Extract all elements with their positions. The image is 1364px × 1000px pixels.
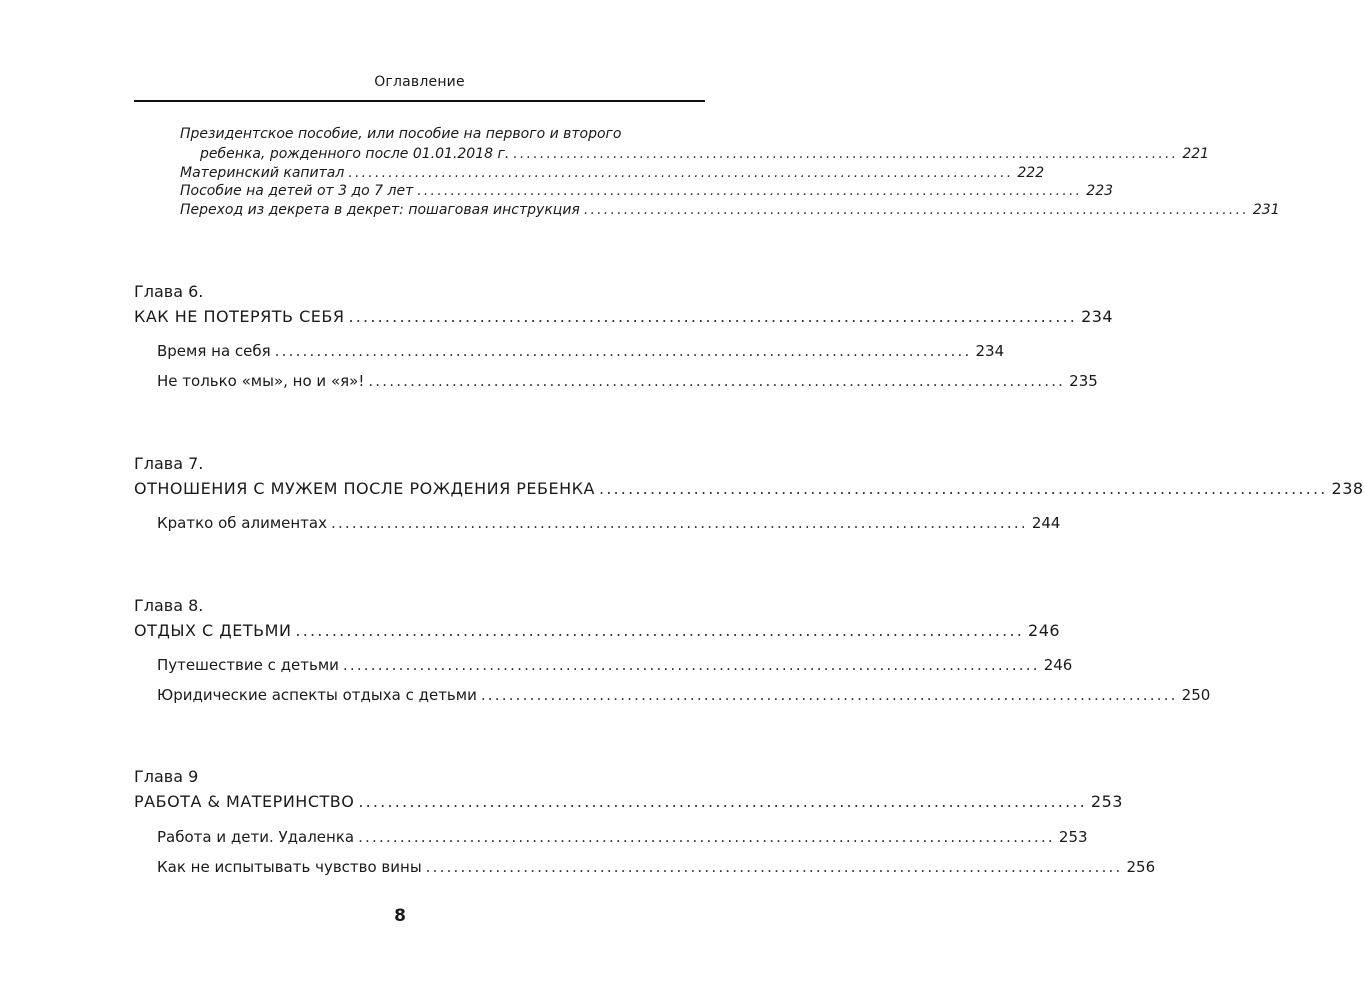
page-number: 8 xyxy=(394,906,406,926)
leader-dots: .................................................................................................... xyxy=(348,307,1078,326)
toc-entry-page: 223 xyxy=(1086,183,1114,199)
toc-entry[interactable] xyxy=(200,146,1210,162)
toc-entry[interactable] xyxy=(180,165,1045,181)
chapter-page: 234 xyxy=(1081,307,1114,326)
chapter-label: Глава 7. xyxy=(134,454,204,473)
toc-entry-title: Кратко об алиментах xyxy=(157,514,327,532)
chapter-title: КАК НЕ ПОТЕРЯТЬ СЕБЯ xyxy=(134,307,345,326)
chapter-label: Глава 9 xyxy=(134,767,199,786)
leader-dots: .................................................................................................... xyxy=(348,165,1014,181)
toc-entry-title: ребенка, рожденного после 01.01.2018 г. xyxy=(200,146,510,162)
toc-entry[interactable] xyxy=(180,202,1280,218)
chapter-title: ОТНОШЕНИЯ С МУЖЕМ ПОСЛЕ РОЖДЕНИЯ РЕБЕНКА xyxy=(134,479,595,498)
leader-dots: .................................................................................................... xyxy=(583,202,1249,218)
toc-entry-title: Как не испытывать чувство вины xyxy=(157,858,422,876)
toc-entry[interactable] xyxy=(157,686,1211,704)
toc-entry-title: Не только «мы», но и «я»! xyxy=(157,372,365,390)
chapter-entry[interactable] xyxy=(134,792,1123,811)
leader-dots: .................................................................................................... xyxy=(295,621,1025,640)
toc-entry-page: 222 xyxy=(1017,165,1045,181)
toc-entry-page: 231 xyxy=(1252,202,1280,218)
leader-dots: .................................................................................................... xyxy=(417,183,1083,199)
toc-entry-title: Путешествие с детьми xyxy=(157,656,339,674)
chapter-page: 246 xyxy=(1028,621,1061,640)
toc-entry-page: 246 xyxy=(1043,656,1073,674)
toc-entry[interactable] xyxy=(157,828,1088,846)
toc-entry-page: 221 xyxy=(1182,146,1210,162)
toc-entry-page: 244 xyxy=(1031,514,1061,532)
leader-dots: .................................................................................................... xyxy=(358,792,1087,811)
toc-entry[interactable] xyxy=(157,656,1073,674)
toc-entry[interactable] xyxy=(157,858,1156,876)
toc-entry-title: Материнский капитал xyxy=(180,165,345,181)
toc-entry-page: 250 xyxy=(1181,686,1211,704)
toc-entry-page: 235 xyxy=(1069,372,1098,390)
leader-dots: .................................................................................................... xyxy=(598,479,1328,498)
chapter-label: Глава 8. xyxy=(134,596,204,615)
leader-dots: .................................................................................................... xyxy=(358,828,1055,846)
toc-entry[interactable] xyxy=(157,342,1005,360)
toc-entry-title: Пособие на детей от 3 до 7 лет xyxy=(180,183,414,199)
leader-dots: .................................................................................................... xyxy=(480,686,1178,704)
toc-entry-page: 256 xyxy=(1126,858,1156,876)
chapter-page: 253 xyxy=(1090,792,1123,811)
toc-entry-line: Президентское пособие, или пособие на первого и второго xyxy=(180,126,622,142)
chapter-title: РАБОТА & МАТЕРИНСТВО xyxy=(134,792,355,811)
toc-entry[interactable] xyxy=(157,372,1098,390)
toc-entry-title: Переход из декрета в декрет: пошаговая инструкция xyxy=(180,202,580,218)
toc-entry[interactable] xyxy=(157,514,1061,532)
chapter-page: 238 xyxy=(1331,479,1364,498)
chapter-entry[interactable] xyxy=(134,621,1061,640)
toc-entry-page: 253 xyxy=(1058,828,1088,846)
leader-dots: .................................................................................................... xyxy=(342,656,1040,674)
toc-entry-title: Юридические аспекты отдыха с детьми xyxy=(157,686,477,704)
chapter-label: Глава 6. xyxy=(134,282,204,301)
toc-entry[interactable] xyxy=(180,183,1114,199)
chapter-entry[interactable] xyxy=(134,307,1114,326)
running-header: Оглавление xyxy=(374,74,465,90)
chapter-entry[interactable] xyxy=(134,479,1364,498)
chapter-title: ОТДЫХ С ДЕТЬМИ xyxy=(134,621,292,640)
leader-dots: .................................................................................................... xyxy=(331,514,1028,532)
toc-entry-page: 234 xyxy=(975,342,1005,360)
leader-dots: .................................................................................................... xyxy=(513,146,1179,162)
leader-dots: .................................................................................................... xyxy=(368,372,1066,390)
toc-entry-title: Работа и дети. Удаленка xyxy=(157,828,355,846)
header-rule xyxy=(134,100,705,102)
leader-dots: .................................................................................................... xyxy=(425,858,1123,876)
toc-entry-title: Время на себя xyxy=(157,342,271,360)
leader-dots: .................................................................................................... xyxy=(274,342,972,360)
